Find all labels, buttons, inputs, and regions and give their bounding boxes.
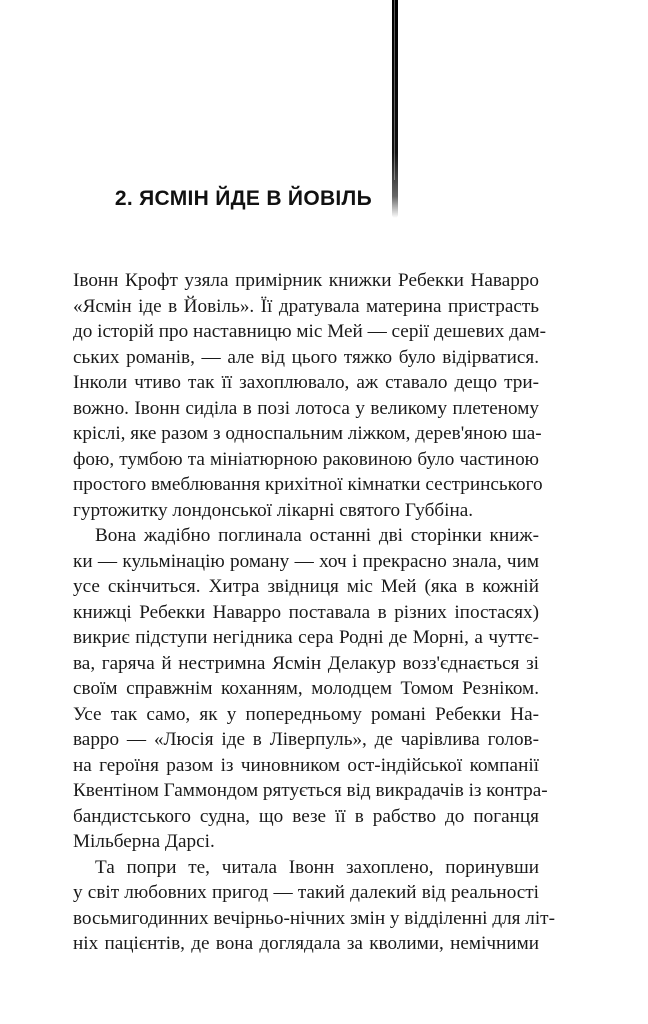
text-line: варро — «Люсія іде в Ліверпуль», де чарівлива голов- — [73, 729, 539, 750]
paragraph — [73, 855, 555, 957]
text-line: Мільберна Дарсі. — [73, 831, 215, 852]
text-line: Квентіном Гаммондом рятується від викрадачів із контра- — [73, 780, 548, 801]
text-line: гуртожитку лондонської лікарні святого Губбіна. — [73, 499, 474, 521]
text-line: Інколи чтиво так її захоплювало, аж ставало дещо три- — [73, 372, 539, 393]
text-line: ва, гаряча й нестримна Ясмін Делакур возз'єднається зі — [73, 652, 539, 674]
text-line: Та попри те, читала Івонн захоплено, поринувши — [95, 856, 539, 878]
text-line: кріслі, яке разом з односпальним ліжком, дерев'яною ша- — [73, 423, 542, 444]
text-line: ніх пацієнтів, де вона доглядала за кволими, немічними — [73, 933, 539, 954]
text-line: Івонн Крофт узяла примірник книжки Ребекки Наварро — [73, 270, 539, 291]
bookmark-ribbon — [392, 0, 398, 218]
text-line: бандистського судна, що везе її в рабство до поганця — [73, 805, 539, 827]
paragraph — [73, 523, 548, 855]
text-line: вожно. Івонн сиділа в позі лотоса у великому плетеному — [73, 397, 539, 419]
body-text — [73, 268, 555, 957]
text-line: ки — кульмінацію роману — хоч і прекрасно знала, чим — [73, 550, 539, 572]
text-line: фою, тумбою та мініатюрною раковиною було частиною — [73, 448, 539, 470]
text-line: простого вмеблювання крихітної кімнатки сестринського — [73, 474, 543, 495]
text-line: Усе так само, як у попередньому романі Ребекки На- — [73, 703, 539, 725]
text-line: книжці Ребекки Наварро поставала в різних іпостасях) — [73, 601, 539, 623]
text-line: Вона жадібно поглинала останні дві сторінки книж- — [95, 525, 539, 546]
text-line: усе скінчиться. Хитра звідниця міс Мей (яка в кожній — [73, 576, 539, 597]
text-line: своїм справжнім коханням, молодцем Томом Резніком. — [73, 678, 539, 699]
text-line: викриє підступи негідника сера Родні де Морні, а чуттє- — [73, 627, 539, 648]
text-line: у світ любовних пригод — такий далекий від реальності — [73, 882, 539, 903]
text-line: до історій про наставницю міс Мей — серії дешевих дам- — [73, 321, 546, 342]
chapter-title: 2. ЯСМІН ЙДЕ В ЙОВІЛЬ — [114, 187, 372, 210]
text-line: «Ясмін іде в Йовіль». Її дратувала материна пристрасть — [73, 295, 539, 317]
paragraph — [73, 268, 546, 523]
text-line: ських романів, — але від цього тяжко було відірватися. — [73, 346, 539, 368]
text-line: на героїня разом із чиновником ост-індійської компанії — [73, 754, 539, 776]
text-line: восьмигодинних вечірньо-нічних змін у відділенні для літ- — [73, 907, 555, 929]
